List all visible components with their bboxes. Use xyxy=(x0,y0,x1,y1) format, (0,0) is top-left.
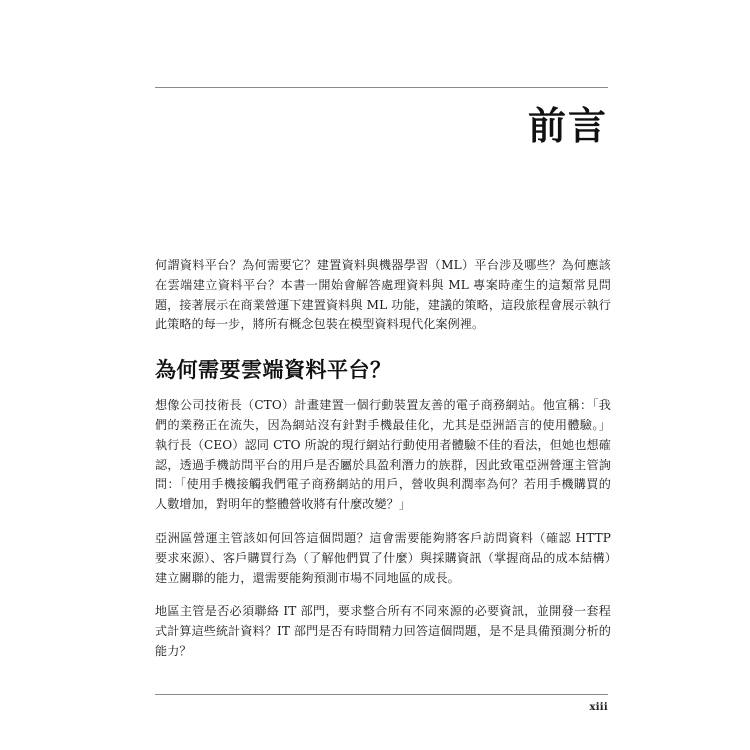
body-paragraph-1: 想像公司技術長（CTO）計畫建置一個行動裝置友善的電子商務網站。他宣稱：「我們的業務正在流失，因為網站沒有針對手機最佳化，尤其是亞洲語言的使用體驗。」執行長（CEO）認同 CTO 所說的現行網站行動使用者體驗不佳的看法，但她也想確認，透過手機訪問平台的用戶是否屬於具盈利潛力的族群，因此致電亞洲營運主管詢問：「使用手機接觸我們電子商務網站的用戶，營收與利潤率為何？若用手機購買的人數增加，對明年的整體營收將有什麼改變？」 xyxy=(155,398,611,512)
bottom-rule xyxy=(155,694,608,695)
body-paragraph-3: 地區主管是否必須聯絡 IT 部門，要求整合所有不同來源的必要資訊，並開發一套程式計算這些統計資料？IT 部門是否有時間精力回答這個問題，是不是具備預測分析的能力？ xyxy=(155,604,611,658)
intro-paragraph: 何謂資料平台？為何需要它？建置資料與機器學習（ML）平台涉及哪些？為何應該在雲端建立資料平台？本書一開始會解答處理資料與 ML 專案時產生的這類常見問題，接著展示在商業營運下建置資料與 ML 功能，建議的策略，這段旅程會展示執行此策略的每一步，將所有概念包裝在模型資料現代化案例裡。 xyxy=(155,258,611,332)
section-heading: 為何需要雲端資料平台？ xyxy=(155,358,392,383)
top-rule xyxy=(155,87,608,88)
page-content xyxy=(155,256,611,662)
body-paragraph-2: 亞洲區營運主管該如何回答這個問題？這會需要能夠將客戶訪問資料（確認 HTTP 要求來源）、客戶購買行為（了解他們買了什麼）與採購資訊（掌握商品的成本結構）建立關聯的能力，還需要能夠預測市場不同地區的成長。 xyxy=(155,530,611,585)
page-number: xiii xyxy=(589,702,608,713)
chapter-title: 前言 xyxy=(527,104,608,148)
